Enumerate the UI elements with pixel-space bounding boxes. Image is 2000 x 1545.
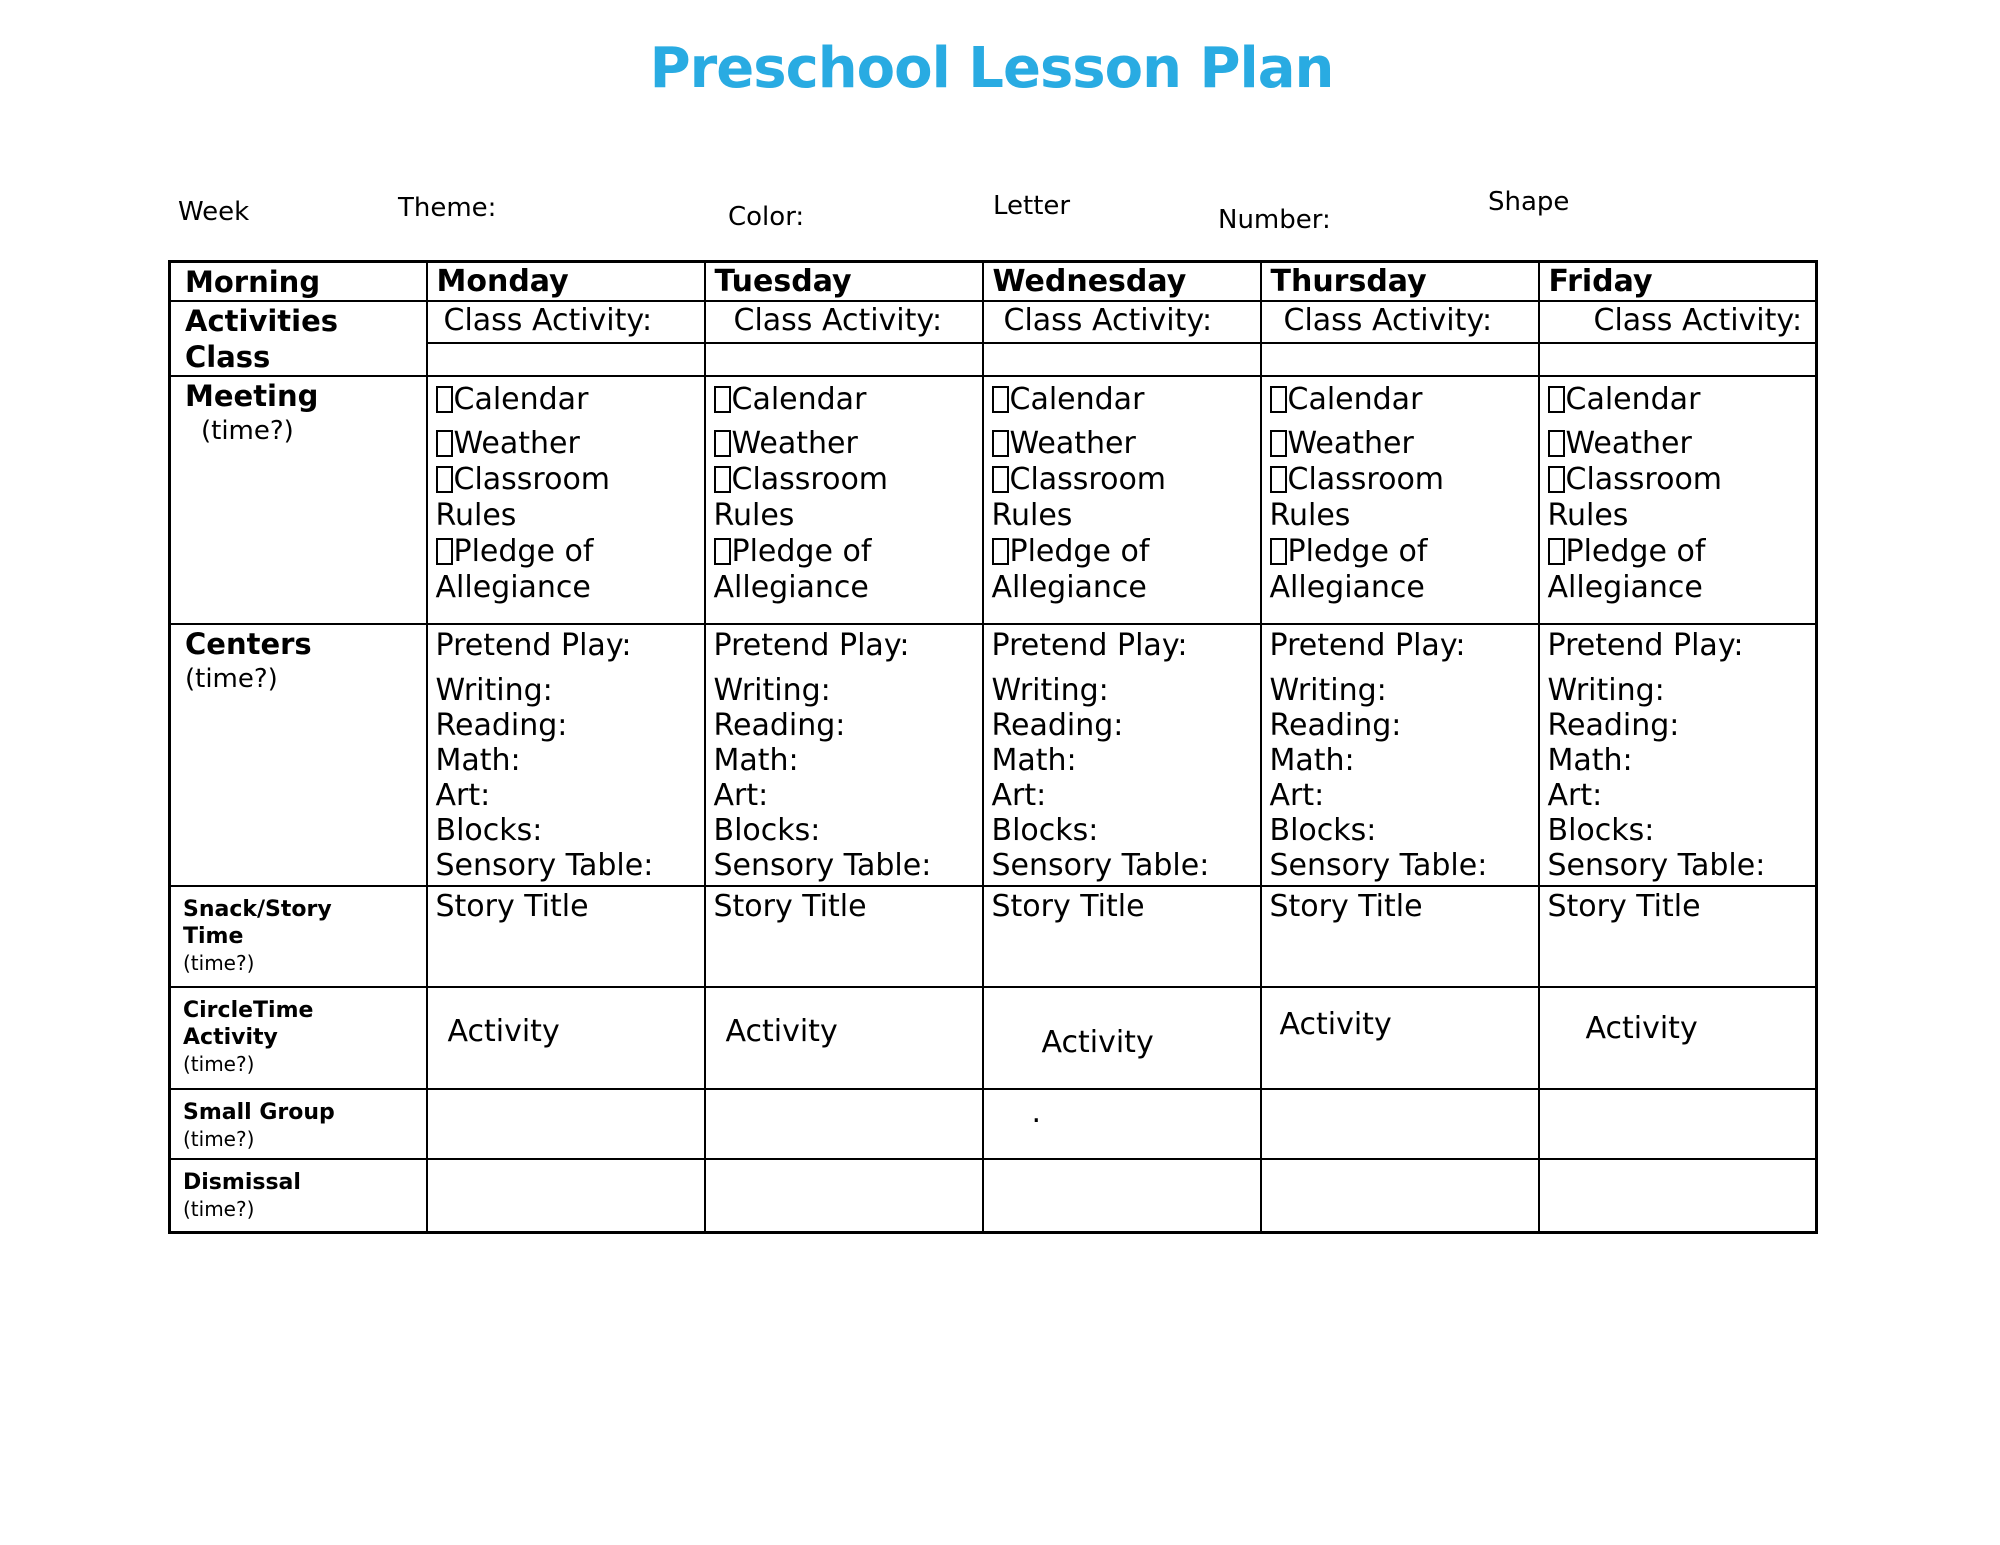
- meeting-item: Weather: [453, 426, 580, 461]
- centers-item: Reading:: [991, 708, 1124, 743]
- snack-story-row: [170, 886, 1817, 987]
- checkbox-icon: [714, 430, 731, 457]
- small-group-cell-monday: [427, 1089, 705, 1159]
- meeting-time-label: (time?): [201, 416, 294, 446]
- activity-cell-wednesday: Activity: [983, 987, 1261, 1089]
- empty-cell-monday: [427, 343, 705, 376]
- centers-item: Math:: [991, 743, 1077, 778]
- centers-item: Pretend Play:: [1547, 628, 1744, 663]
- side-label-snack-story: Snack/Story Time (time?): [170, 886, 427, 987]
- class-activity-row: [170, 301, 1817, 343]
- field-letter-label: Letter: [993, 191, 1071, 221]
- small-group-time-label: (time?): [183, 1127, 255, 1151]
- meeting-item: Weather: [1009, 426, 1136, 461]
- meeting-item: Weather: [731, 426, 858, 461]
- meeting-item: Pledge of Allegiance: [1269, 534, 1428, 605]
- dismissal-row: [170, 1159, 1817, 1232]
- class-activity-cell-monday: Class Activity:: [427, 301, 705, 343]
- side-label-activities-class: Activities Class: [170, 301, 427, 376]
- side-label-meeting: Meeting (time?): [170, 376, 427, 624]
- checkbox-icon: [1270, 430, 1287, 457]
- meeting-item: Calendar: [1009, 382, 1145, 417]
- centers-item: Blocks:: [1269, 813, 1377, 848]
- centers-time-label: (time?): [185, 664, 278, 694]
- small-group-cell-thursday: [1261, 1089, 1539, 1159]
- centers-item: Math:: [713, 743, 799, 778]
- centers-item: Pretend Play:: [1269, 628, 1466, 663]
- checkbox-icon: [714, 466, 731, 493]
- side-label-dismissal: Dismissal (time?): [170, 1159, 427, 1232]
- centers-item: Art:: [1269, 778, 1325, 813]
- centers-item: Writing:: [1547, 673, 1665, 708]
- field-color-label: Color:: [728, 202, 805, 232]
- activity-cell-thursday: Activity: [1261, 987, 1539, 1089]
- centers-cell-friday: [1539, 624, 1817, 886]
- class-activity-cell-friday: Class Activity:: [1539, 301, 1817, 343]
- checkbox-icon: [436, 430, 453, 457]
- centers-item: Sensory Table:: [991, 848, 1210, 883]
- meeting-item: Calendar: [453, 382, 589, 417]
- story-title-cell-wednesday: Story Title: [983, 886, 1261, 987]
- small-group-cell-wednesday: .: [983, 1089, 1261, 1159]
- checkbox-icon: [436, 386, 453, 413]
- checkbox-icon: [1548, 466, 1565, 493]
- meeting-cell-tuesday: [705, 376, 983, 624]
- class-activity-cell-wednesday: Class Activity:: [983, 301, 1261, 343]
- small-group-cell-friday: [1539, 1089, 1817, 1159]
- day-header-tuesday: Tuesday: [705, 262, 983, 302]
- checkbox-icon: [436, 538, 453, 565]
- checkbox-icon: [714, 538, 731, 565]
- centers-cell-tuesday: [705, 624, 983, 886]
- dismissal-cell-thursday: [1261, 1159, 1539, 1232]
- field-week-label: Week: [178, 197, 250, 227]
- circle-time-row: [170, 987, 1817, 1089]
- checkbox-icon: [1548, 430, 1565, 457]
- centers-item: Blocks:: [435, 813, 543, 848]
- meeting-item: Pledge of Allegiance: [1547, 534, 1706, 605]
- checkbox-icon: [992, 430, 1009, 457]
- meeting-item: Pledge of Allegiance: [713, 534, 872, 605]
- side-label-circle-time: CircleTime Activity (time?): [170, 987, 427, 1089]
- table-header-row: [170, 262, 1817, 302]
- centers-row: [170, 624, 1817, 886]
- checkbox-icon: [436, 466, 453, 493]
- dismissal-time-label: (time?): [183, 1197, 255, 1221]
- centers-item: Reading:: [1269, 708, 1402, 743]
- checkbox-icon: [1270, 466, 1287, 493]
- centers-item: Writing:: [991, 673, 1109, 708]
- circle-time-label: (time?): [183, 1052, 255, 1076]
- checkbox-icon: [1270, 386, 1287, 413]
- class-activity-cell-thursday: Class Activity:: [1261, 301, 1539, 343]
- meeting-item: Classroom Rules: [1547, 462, 1723, 533]
- empty-cell-friday: [1539, 343, 1817, 376]
- centers-item: Reading:: [435, 708, 568, 743]
- centers-cell-monday: [427, 624, 705, 886]
- centers-item: Art:: [435, 778, 491, 813]
- checkbox-icon: [1270, 538, 1287, 565]
- checkbox-icon: [992, 538, 1009, 565]
- checkbox-icon: [992, 466, 1009, 493]
- meeting-item: Pledge of Allegiance: [991, 534, 1150, 605]
- day-header-thursday: Thursday: [1261, 262, 1539, 302]
- field-shape-label: Shape: [1488, 187, 1570, 217]
- field-number-label: Number:: [1218, 205, 1331, 235]
- checkbox-icon: [714, 386, 731, 413]
- story-title-cell-tuesday: Story Title: [705, 886, 983, 987]
- centers-item: Blocks:: [1547, 813, 1655, 848]
- centers-item: Writing:: [713, 673, 831, 708]
- meeting-cell-monday: [427, 376, 705, 624]
- meeting-item: Classroom Rules: [991, 462, 1167, 533]
- centers-cell-wednesday: [983, 624, 1261, 886]
- centers-item: Art:: [713, 778, 769, 813]
- meeting-item: Weather: [1287, 426, 1414, 461]
- centers-item: Sensory Table:: [1269, 848, 1488, 883]
- meeting-item: Calendar: [1565, 382, 1701, 417]
- empty-cell-tuesday: [705, 343, 983, 376]
- centers-item: Pretend Play:: [435, 628, 632, 663]
- centers-item: Pretend Play:: [991, 628, 1188, 663]
- centers-item: Math:: [1269, 743, 1355, 778]
- centers-item: Reading:: [713, 708, 846, 743]
- class-activity-cell-tuesday: Class Activity:: [705, 301, 983, 343]
- meeting-item: Classroom Rules: [1269, 462, 1445, 533]
- day-header-wednesday: Wednesday: [983, 262, 1261, 302]
- checkbox-icon: [992, 386, 1009, 413]
- meeting-item: Calendar: [1287, 382, 1423, 417]
- centers-item: Sensory Table:: [435, 848, 654, 883]
- centers-item: Pretend Play:: [713, 628, 910, 663]
- meeting-item: Classroom Rules: [435, 462, 611, 533]
- centers-item: Sensory Table:: [1547, 848, 1766, 883]
- small-group-cell-tuesday: [705, 1089, 983, 1159]
- day-header-friday: Friday: [1539, 262, 1817, 302]
- centers-item: Math:: [435, 743, 521, 778]
- story-title-cell-friday: Story Title: [1539, 886, 1817, 987]
- activity-cell-tuesday: Activity: [705, 987, 983, 1089]
- centers-item: Writing:: [435, 673, 553, 708]
- meeting-row: [170, 376, 1817, 624]
- snack-time-label: (time?): [183, 951, 255, 975]
- meeting-item: Pledge of Allegiance: [435, 534, 594, 605]
- side-label-small-group: Small Group (time?): [170, 1089, 427, 1159]
- story-title-cell-monday: Story Title: [427, 886, 705, 987]
- meeting-cell-thursday: [1261, 376, 1539, 624]
- checkbox-icon: [1548, 386, 1565, 413]
- meeting-item: Calendar: [731, 382, 867, 417]
- centers-item: Art:: [991, 778, 1047, 813]
- centers-cell-thursday: [1261, 624, 1539, 886]
- centers-item: Writing:: [1269, 673, 1387, 708]
- meeting-item: Classroom Rules: [713, 462, 889, 533]
- dismissal-cell-tuesday: [705, 1159, 983, 1232]
- empty-cell-thursday: [1261, 343, 1539, 376]
- dismissal-cell-wednesday: [983, 1159, 1261, 1232]
- dismissal-cell-friday: [1539, 1159, 1817, 1232]
- page-title: Preschool Lesson Plan: [649, 36, 1334, 101]
- meeting-cell-wednesday: [983, 376, 1261, 624]
- checkbox-icon: [1548, 538, 1565, 565]
- centers-item: Art:: [1547, 778, 1603, 813]
- centers-item: Blocks:: [713, 813, 821, 848]
- activity-cell-monday: Activity: [427, 987, 705, 1089]
- centers-item: Blocks:: [991, 813, 1099, 848]
- lesson-plan-table: [168, 260, 1818, 1234]
- day-header-monday: Monday: [427, 262, 705, 302]
- meeting-item: Weather: [1565, 426, 1692, 461]
- side-label-morning: Morning: [170, 262, 427, 302]
- activity-cell-friday: Activity: [1539, 987, 1817, 1089]
- empty-cell-wednesday: [983, 343, 1261, 376]
- meeting-cell-friday: [1539, 376, 1817, 624]
- centers-item: Math:: [1547, 743, 1633, 778]
- field-theme-label: Theme:: [398, 193, 497, 223]
- centers-item: Reading:: [1547, 708, 1680, 743]
- dismissal-cell-monday: [427, 1159, 705, 1232]
- centers-item: Sensory Table:: [713, 848, 932, 883]
- story-title-cell-thursday: Story Title: [1261, 886, 1539, 987]
- small-group-row: [170, 1089, 1817, 1159]
- side-label-centers: Centers (time?): [170, 624, 427, 886]
